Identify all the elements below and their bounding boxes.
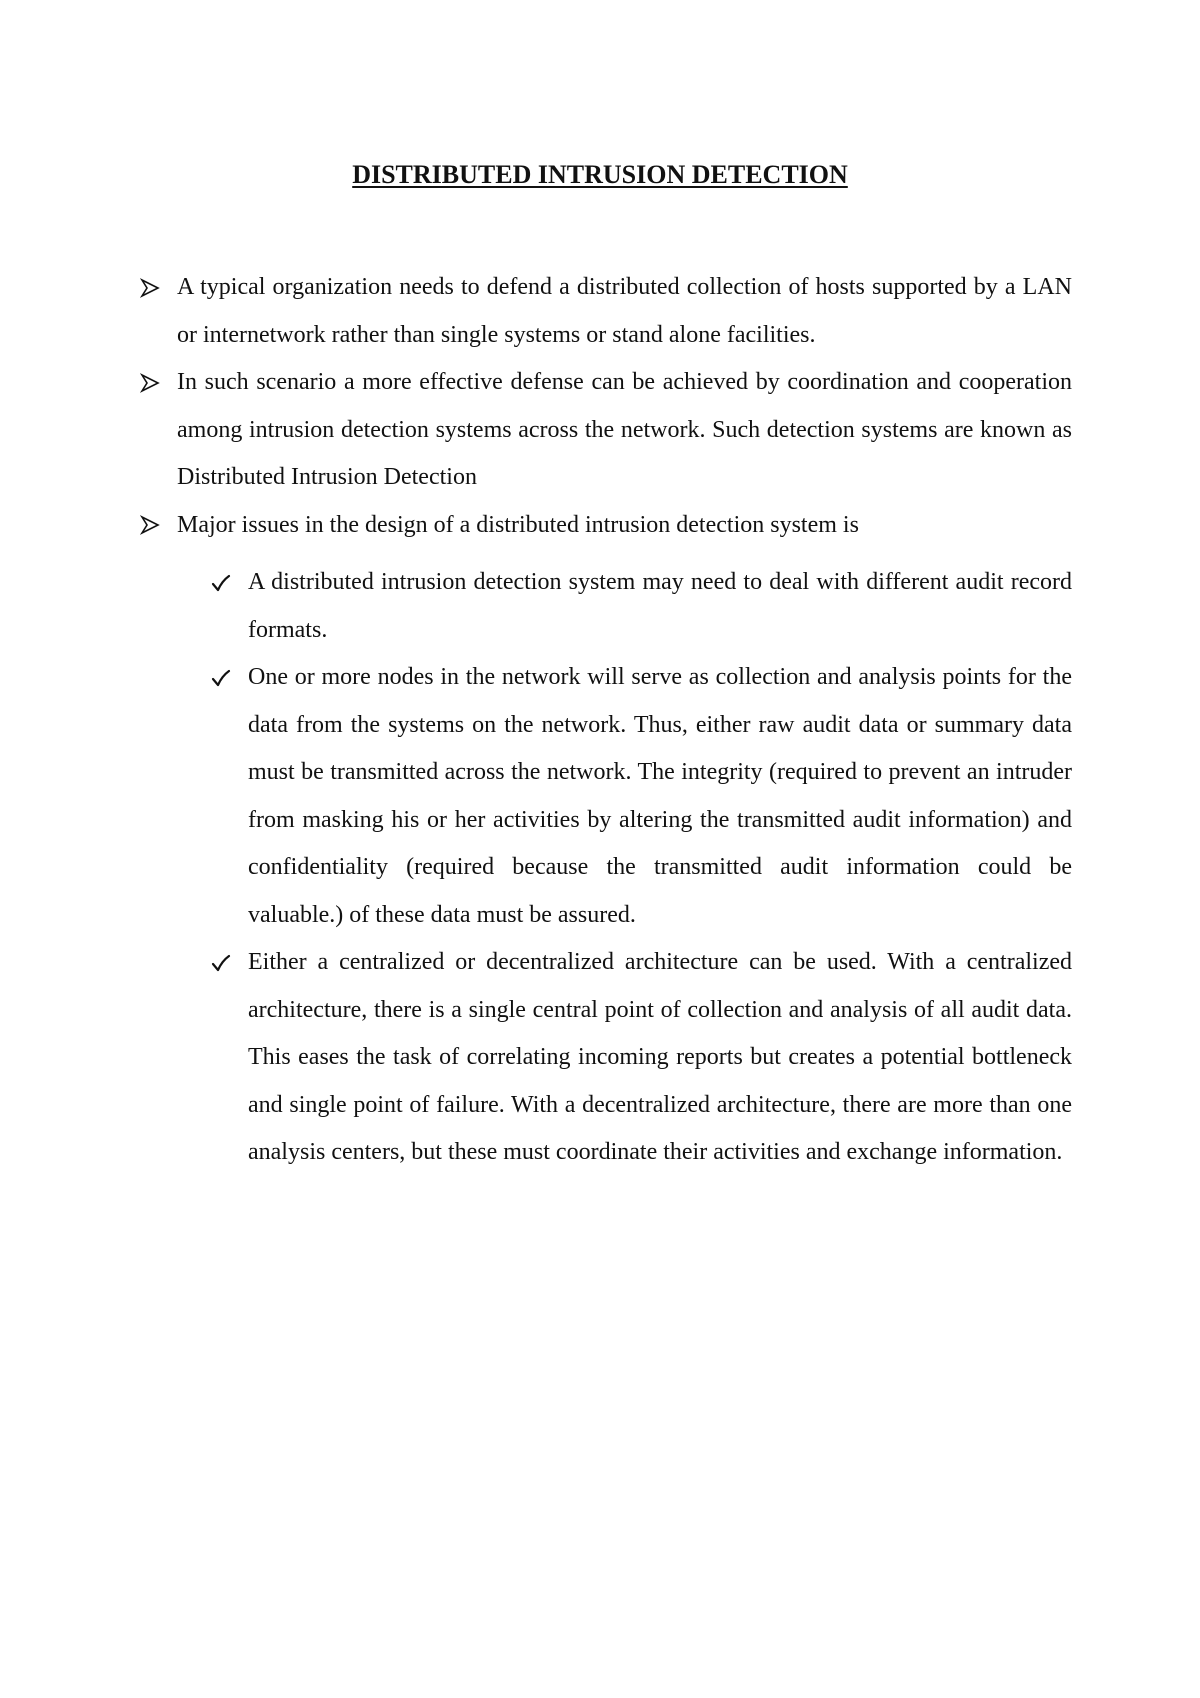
sub-bullet-item-2	[211, 654, 1072, 939]
document-body	[140, 264, 1072, 1177]
checkmark-icon	[211, 559, 241, 607]
sub-bullet-text: One or more nodes in the network will serve as collection and analysis points for the data from the systems on the network. Thus, either raw audit data or summary data must be transmitted across the network. The integrity (required to prevent an intruder from masking his or her activities by altering the transmitted audit information) and confidentiality (required because the transmitted audit information could be valuable.) of these data must be assured.	[248, 664, 1072, 928]
arrow-bullet-icon	[140, 359, 170, 407]
arrow-bullet-icon	[140, 264, 170, 312]
sub-bullet-item-1	[211, 559, 1072, 654]
sub-bullet-list	[140, 559, 1072, 1177]
sub-bullet-text: A distributed intrusion detection system may need to deal with different audit record formats.	[248, 569, 1072, 643]
bullet-text: A typical organization needs to defend a distributed collection of hosts supported by a LAN or internetwork rather than single systems or stand alone facilities.	[177, 274, 1072, 348]
bullet-text: In such scenario a more effective defense can be achieved by coordination and cooperation among intrusion detection systems across the network. Such detection systems are known as Distributed Intrusion Detection	[177, 369, 1072, 490]
arrow-bullet-icon	[140, 502, 170, 550]
bullet-text: Major issues in the design of a distributed intrusion detection system is	[177, 511, 859, 538]
checkmark-icon	[211, 654, 241, 702]
bullet-item-2	[140, 359, 1072, 502]
sub-bullet-item-3	[211, 939, 1072, 1177]
bullet-item-1	[140, 264, 1072, 359]
bullet-item-3	[140, 502, 1072, 550]
checkmark-icon	[211, 939, 241, 987]
document-title: DISTRIBUTED INTRUSION DETECTION	[352, 160, 848, 189]
sub-bullet-text: Either a centralized or decentralized architecture can be used. With a centralized architecture, there is a single central point of collection and analysis of all audit data. This eases the task of correlating incoming reports but creates a potential bottleneck and single point of failure. With a decentralized architecture, there are more than one analysis centers, but these must coordinate their activities and exchange information.	[248, 949, 1072, 1165]
